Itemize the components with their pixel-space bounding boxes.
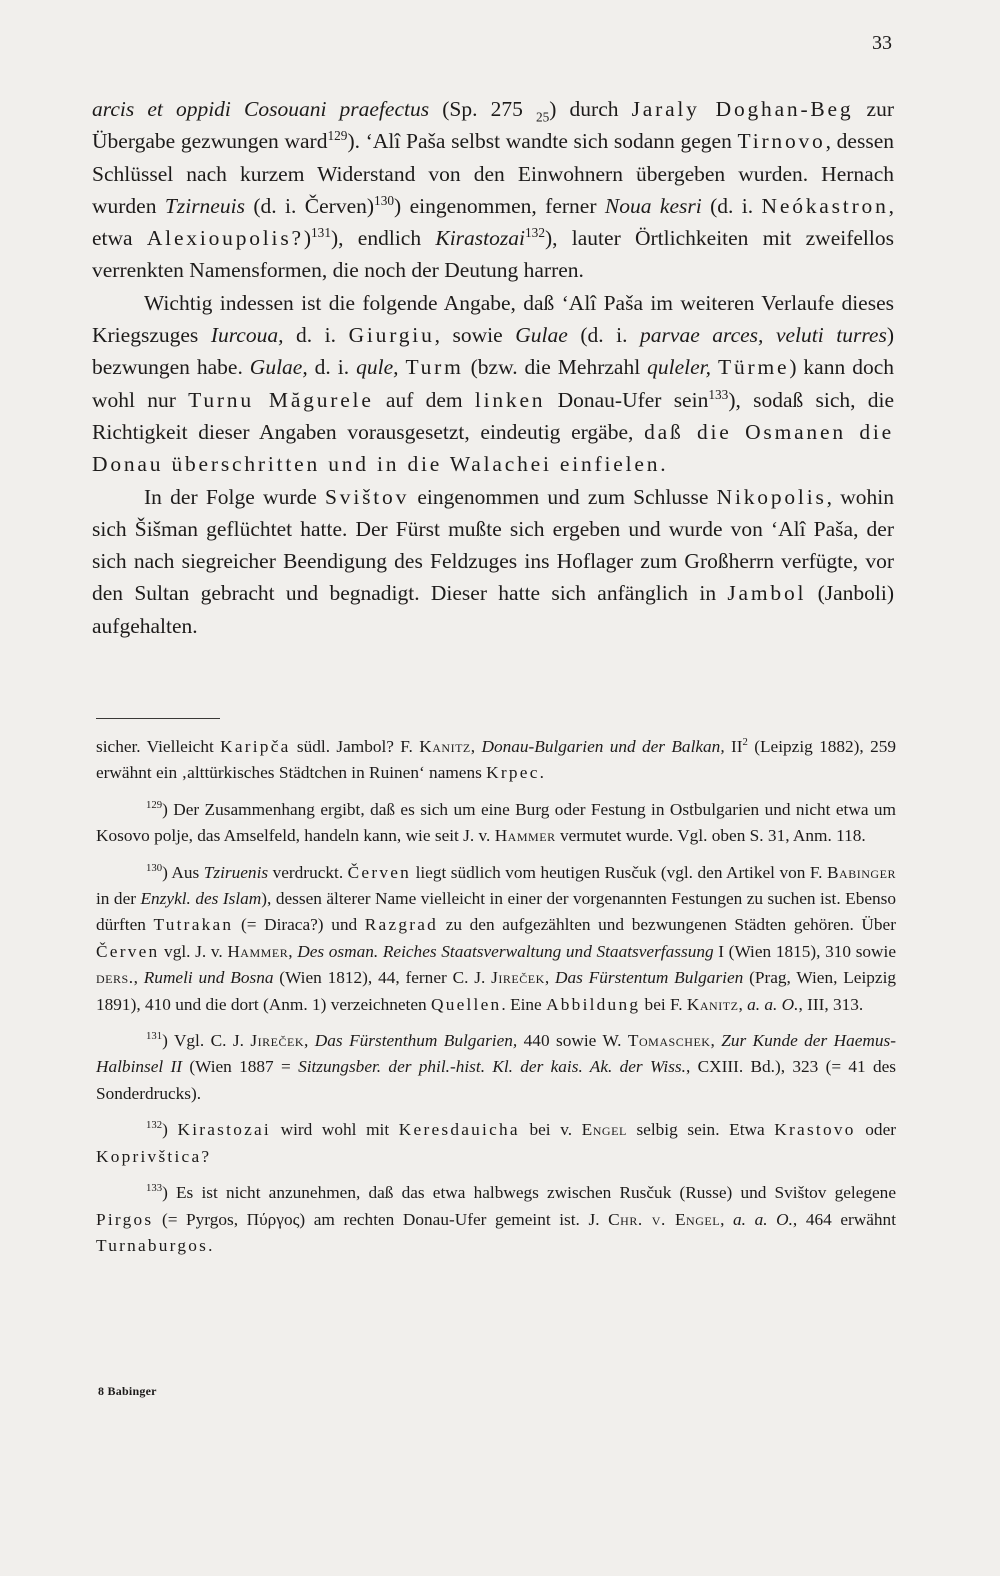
paragraph-3: In der Folge wurde Svištov eingenommen und zum Schlusse Nikopolis, wohin sich Šišman geflüchtet hatte. Der Fürst mußte sich ergeben und wurde von ‘Alî Paša, der sich nach siegreicher Beendigung des Feldzuges ins Hoflager zum Großherrn verfügte, vor den Sultan gebracht und begnadigt. Dieser hatte sich anfänglich in Jambol (Janboli) aufgehalten. bbox=[92, 484, 894, 638]
footnote-ref-133: 133 bbox=[708, 386, 729, 402]
printer-signature: 8 Babinger bbox=[98, 1384, 157, 1398]
paragraph-2: Wichtig indessen ist die folgende Angabe, daß ‘Alî Paša im weiteren Verlaufe dieses Kriegszuges Iurcoua, d. i. Giurgiu, sowie Gulae (d. i. parvae arces, veluti turres) bezwungen habe. Gulae, d. i. qule, Turm (bzw. die Mehrzahl quleler, Türme) kann doch wohl nur Turnu Măgurele auf dem linken Donau-Ufer sein$^{133}$), sodaß sich, die Richtigkeit dieser Angaben vorausgesetzt, eindeutig ergäbe, daß die Osmanen die Donau überschritten und in die Walachei einfielen. bbox=[92, 290, 894, 477]
footnotes bbox=[96, 734, 896, 1259]
footnote-130: $^{130}$) Aus Tziruenis verdruckt. Červen liegt südlich vom heutigen Rusčuk (vgl. den Artikel von F. Babinger in der Enzykl. des Islam), dessen älterer Name vielleicht in einer der vorgenannten Festungen zu suchen ist. Ebenso dürften Tutrakan (= Diraca?) und Razgrad zu den aufgezählten und bezwungenen Städten gehören. Über Červen vgl. J. v. Hammer, Des osman. Reiches Staatsverwaltung und Staatsverfassung I (Wien 1815), 310 sowie ders., Rumeli und Bosna (Wien 1812), 44, ferner C. J. Jireček, Das Fürstentum Bulgarien (Prag, Wien, Leipzig 1891), 410 und die dort (Anm. 1) verzeichneten Quellen. Eine Abbildung bei F. Kanitz, a. a. O., III, 313. bbox=[96, 861, 897, 1014]
footnote-number: 133 bbox=[146, 1182, 163, 1195]
footnote-ref-132: 132 bbox=[524, 225, 545, 241]
footnote-131: $^{131}$) Vgl. C. J. Jireček, Das Fürstenthum Bulgarien, 440 sowie W. Tomaschek, Zur Kunde der Haemus-Halbinsel II (Wien 1887 = Sitzungsber. der phil.-hist. Kl. der kais. Ak. der Wiss., CXIII. Bd.), 323 (= 41 des Sonderdrucks). bbox=[96, 1030, 897, 1103]
footnote-ref-129: 129 bbox=[327, 128, 348, 144]
footnote-number: 131 bbox=[146, 1030, 163, 1043]
footnote-129: $^{129}$) Der Zusammenhang ergibt, daß es sich um eine Burg oder Festung in Ostbulgarien und nicht etwa um Kosovo polje, das Amselfeld, handeln kann, wie seit J. v. Hammer vermutet wurde. Vgl. oben S. 31, Anm. 118. bbox=[96, 799, 896, 846]
page-number: 33 bbox=[872, 32, 892, 54]
footnote-number: 132 bbox=[146, 1119, 163, 1132]
footnote-ref-130: 130 bbox=[374, 192, 395, 208]
footnote-ref-131: 131 bbox=[311, 225, 331, 241]
footnote-number: 130 bbox=[146, 861, 163, 874]
footnote-number: 129 bbox=[146, 799, 163, 812]
paragraph-1: arcis et oppidi Cosouani praefectus (Sp. 275 $_{25}$) durch Jaraly Doghan-Beg zur Übergabe gezwungen ward$^{129}$). ‘Alî Paša selbst wandte sich sodann gegen Tirnovo, dessen Schlüssel nach kurzem Widerstand von den Einwohnern übergeben wurden. Hernach wurden Tzirneuis (d. i. Červen)$^{130}$) eingenommen, ferner Noua kesri (d. i. Neókastron, etwa Alexioupolis?)$^{131}$), endlich Kirastozai$^{132}$), lauter Örtlichkeiten mit zweifellos verrenkten Namensformen, die noch der Deutung harren. bbox=[92, 97, 895, 283]
footnote-separator bbox=[96, 718, 220, 719]
footnote-continuation: sicher. Vielleicht Karipča südl. Jambol? F. Kanitz, Donau-Bulgarien und der Balkan, $II^2$ (Leipzig 1882), 259 erwähnt ein ‚alttürkisches Städtchen in Ruinen‘ namens Krpec. bbox=[96, 736, 897, 783]
main-text bbox=[92, 93, 894, 642]
footnote-132: $^{132}$) Kirastozai wird wohl mit Keresdauicha bei v. Engel selbig sein. Etwa Krastovo oder Koprivštica? bbox=[96, 1119, 896, 1166]
footnote-133: $^{133}$) Es ist nicht anzunehmen, daß das etwa halbwegs zwischen Rusčuk (Russe) und Svištov gelegene Pirgos (= Pyrgos, Πύργος) am rechten Donau-Ufer gemeint ist. J. Chr. v. Engel, a. a. O., 464 erwähnt Turnaburgos. bbox=[96, 1182, 896, 1255]
